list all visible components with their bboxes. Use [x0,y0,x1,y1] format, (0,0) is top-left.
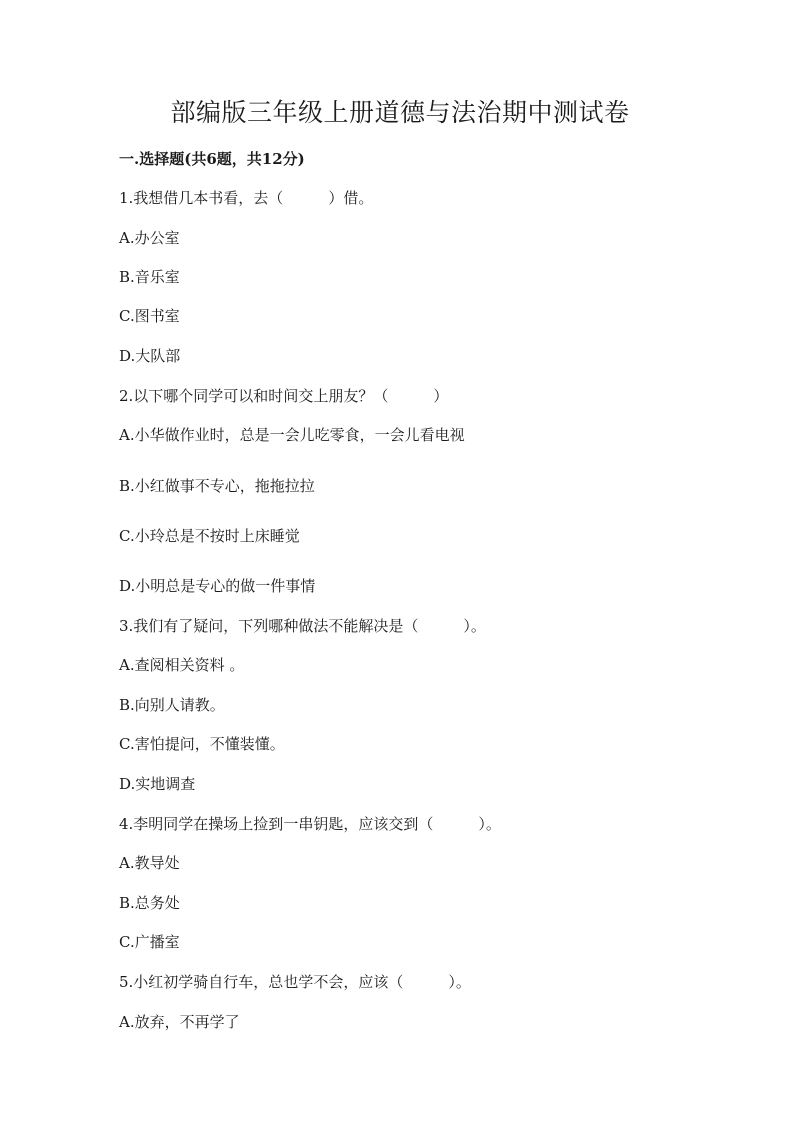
answer-option: B.总务处 [119,894,180,912]
question-stem: 5.小红初学骑自行车，总也学不会，应该（ ）。 [119,973,471,991]
answer-option: C.小玲总是不按时上床睡觉 [119,527,300,545]
page-title: 部编版三年级上册道德与法治期中测试卷 [170,98,630,127]
answer-option: A.查阅相关资料 。 [119,656,245,674]
answer-option: D.实地调查 [119,775,196,793]
answer-option: A.小华做作业时，总是一会儿吃零食，一会儿看电视 [119,426,465,444]
question-stem: 3.我们有了疑问，下列哪种做法不能解决是（ ）。 [119,617,486,635]
section-heading: 一.选择题(共6题，共12分) [119,150,305,168]
answer-option: D.大队部 [119,347,181,365]
answer-option: C.广播室 [119,933,180,951]
question-stem: 4.李明同学在操场上捡到一串钥匙，应该交到（ ）。 [119,815,501,833]
answer-option: A.放弃，不再学了 [119,1013,240,1031]
answer-option: A.教导处 [119,854,180,872]
answer-option: D.小明总是专心的做一件事情 [119,577,316,595]
answer-option: B.小红做事不专心，拖拖拉拉 [119,477,315,495]
answer-option: C.图书室 [119,307,180,325]
question-stem: 1.我想借几本书看，去（ ）借。 [119,189,374,207]
answer-option: B.向别人请教。 [119,696,225,714]
question-stem: 2.以下哪个同学可以和时间交上朋友？（ ） [119,387,449,405]
answer-option: A.办公室 [119,229,180,247]
answer-option: C.害怕提问，不懂装懂。 [119,735,285,753]
answer-option: B.音乐室 [119,268,180,286]
